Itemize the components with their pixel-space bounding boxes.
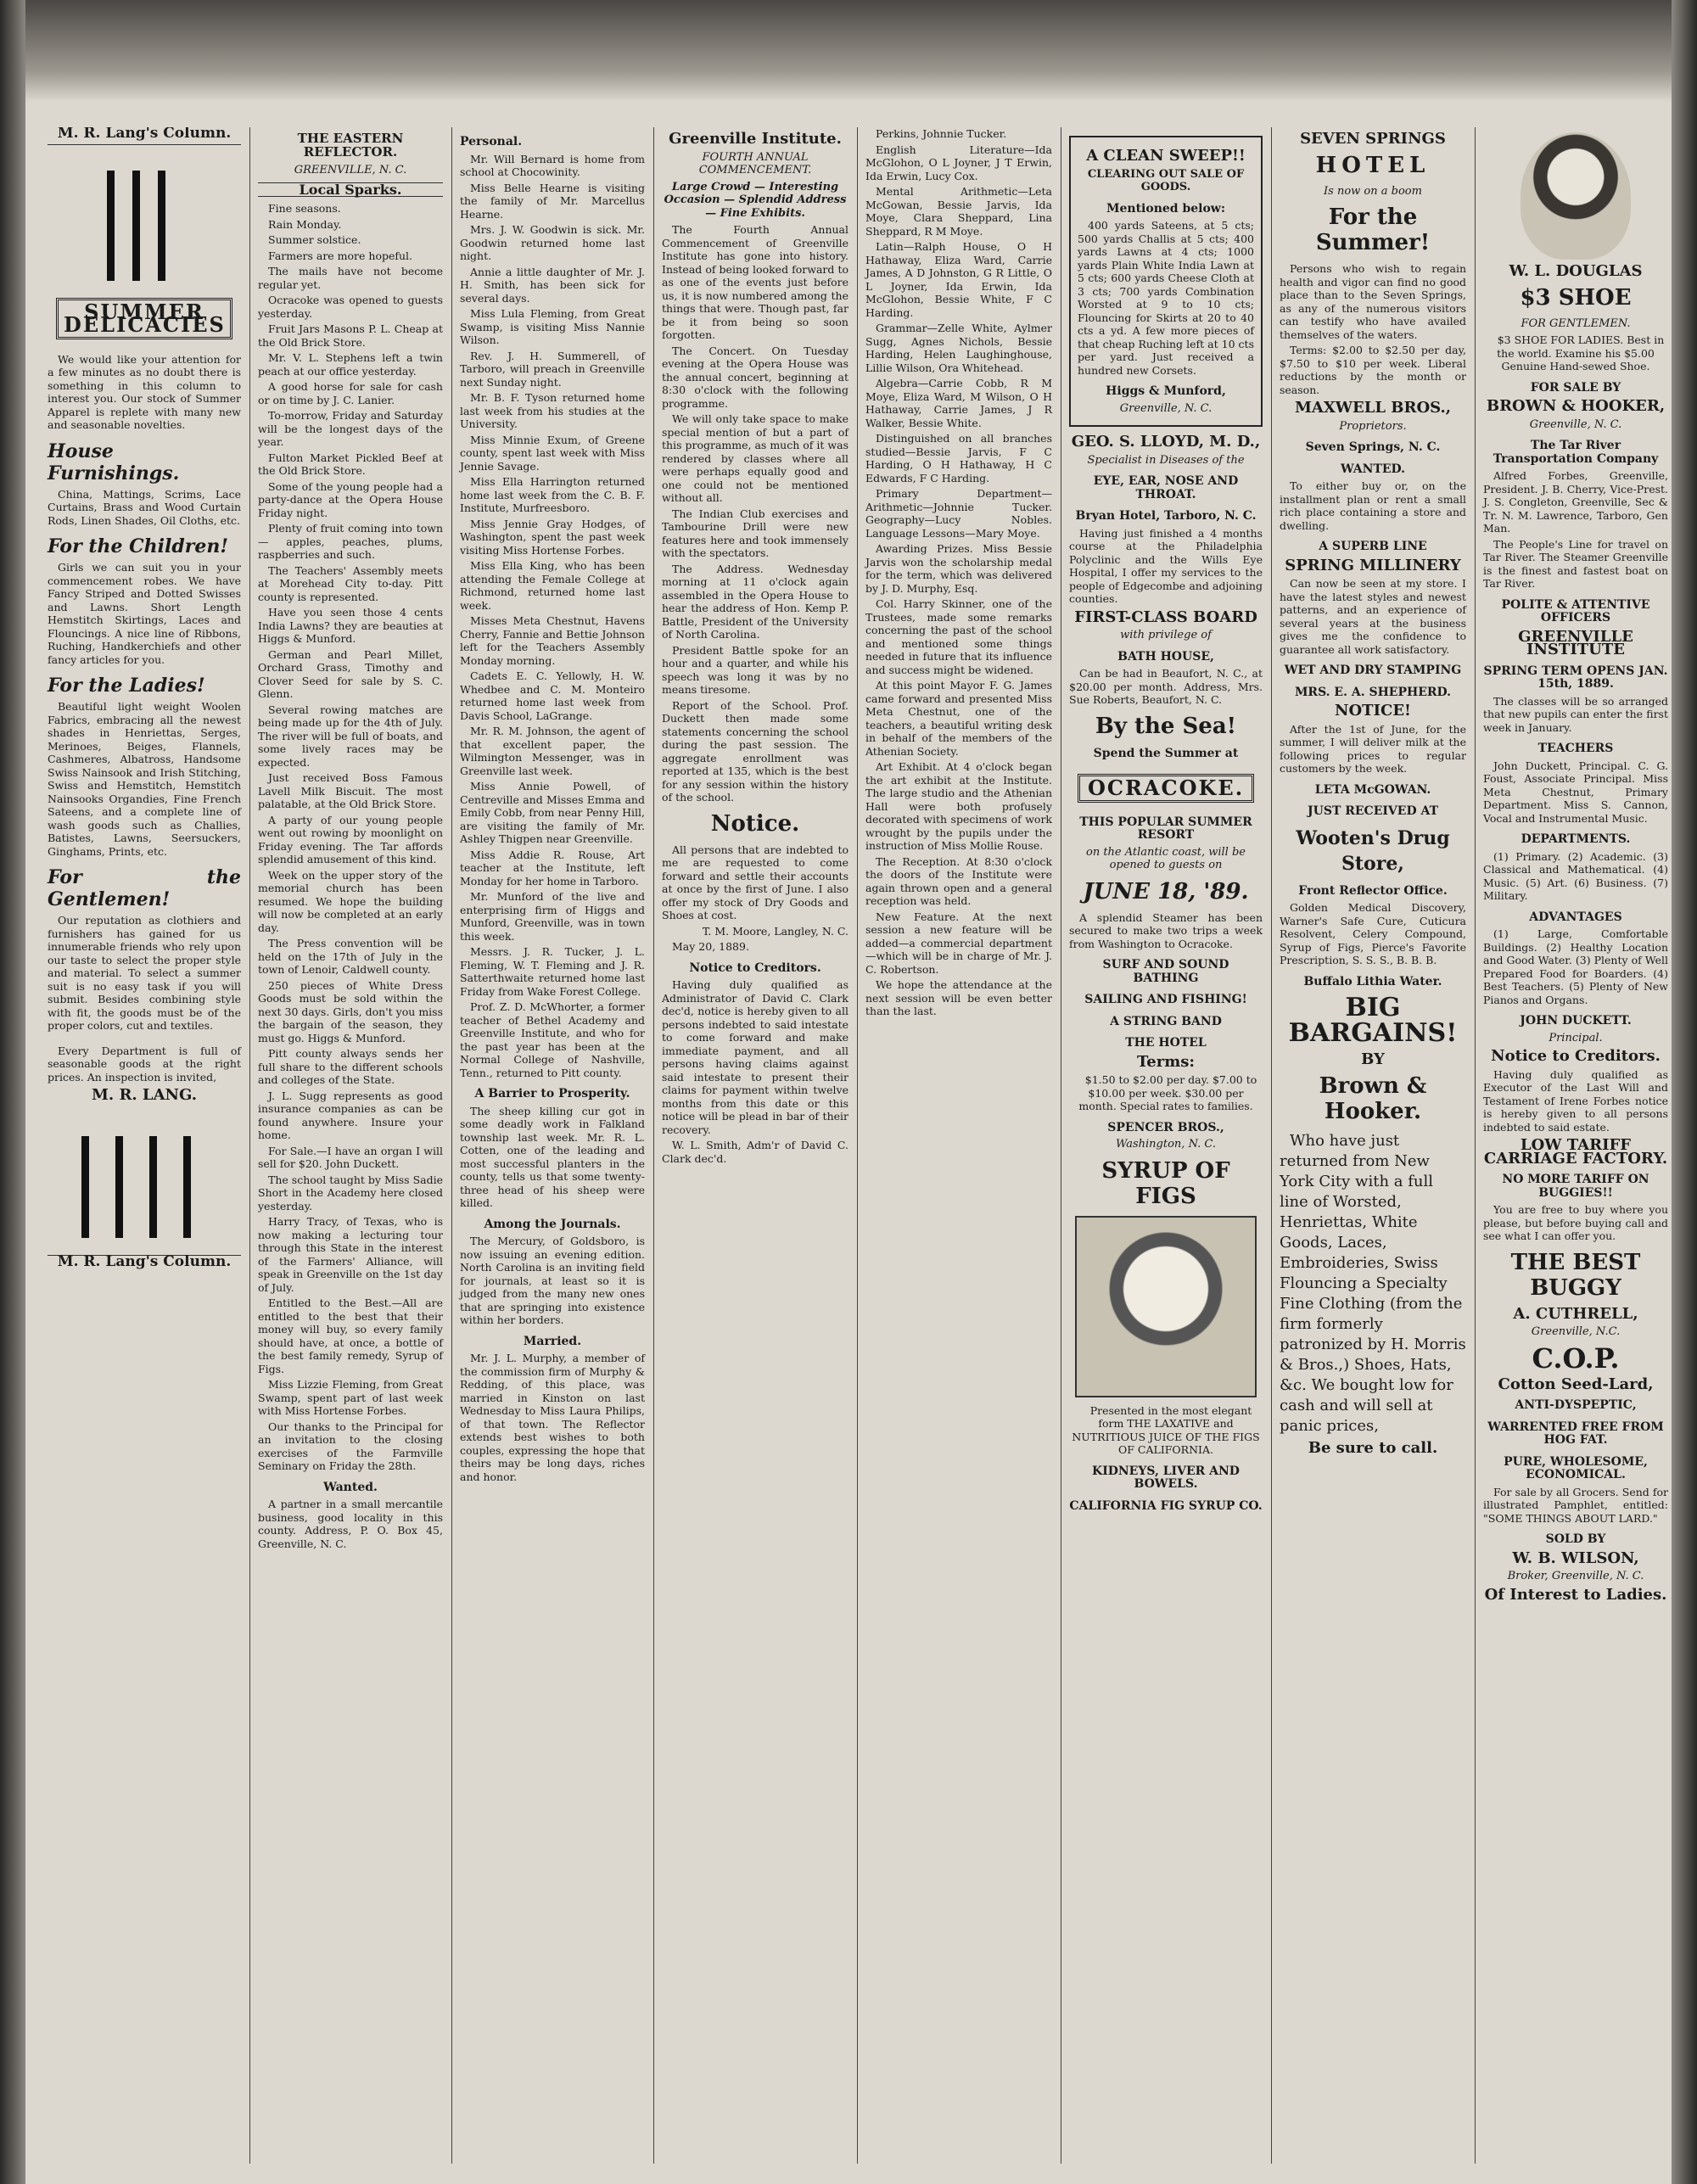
news-item: Our thanks to the Principal for an invitation to the closing exercises of the Farmville Seminary on Friday the 28th. (258, 1420, 443, 1472)
tariff-text: You are free to buy where you please, but before buying call and see what I can offer you. (1483, 1203, 1668, 1242)
clean-sweep-title: A CLEAN SWEEP!! (1086, 147, 1246, 165)
paper-place: GREENVILLE, N. C. (294, 164, 407, 176)
buggy-title: THE BEST BUGGY (1510, 1249, 1641, 1301)
lloyd-office: Bryan Hotel, Tarboro, N. C. (1075, 509, 1257, 523)
springs-hotel: HOTEL (1315, 152, 1431, 178)
decorative-bars-bottom (48, 1119, 241, 1238)
article-paragraph: We will only take space to make special mention of but a part of this programme, as much of it was rendered by classes where all were perhaps equally good and one could not be mentioned without all. (662, 412, 848, 504)
article-paragraph: The Concert. On Tuesday evening at the Opera House was the annual concert, beginning at 8:30 o'clock with the following programme. (662, 344, 848, 410)
lang-column-footer: M. R. Lang's Column. (48, 1255, 241, 1273)
column-rule (1475, 127, 1476, 2164)
duckett-name: JOHN DUCKETT. (1520, 1014, 1632, 1028)
springs-boom: Is now on a boom (1324, 184, 1422, 198)
notice-heading: Notice. (710, 810, 800, 837)
lloyd-name: GEO. S. LLOYD, M. D., (1071, 433, 1261, 451)
news-item: Several rowing matches are being made up for the 4th of July. The river will be full of boats, and some lively races may be expected. (258, 703, 443, 769)
cop-place: Broker, Greenville, N. C. (1507, 1570, 1644, 1582)
cop-sub: Cotton Seed-Lard, (1498, 1375, 1654, 1393)
article-paragraph: Col. Harry Skinner, one of the Trustees, made some remarks concerning the past of the school and mentioned some things needed in future that its influence and success might be widened. (865, 597, 1052, 676)
news-item: Summer solstice. (268, 233, 361, 246)
wooten-title: Wooten's Drug Store, (1296, 826, 1450, 875)
lang-column (42, 127, 246, 2164)
ads-column-six (1064, 127, 1268, 2164)
decorative-bars (48, 162, 241, 281)
stamping-heading: WET AND DRY STAMPING (1284, 664, 1462, 677)
news-item: The school taught by Miss Sadie Short in the Academy here closed yesterday. (258, 1173, 443, 1212)
news-item: Some of the young people had a party-dance at the Opera House Friday night. (258, 479, 443, 519)
married-text: Mr. J. L. Murphy, a member of the commission firm of Murphy & Redding, of this place, was married in Kinston on last Wednesday to Miss Laura Philips, of that town. The Reflector extends best wishes to both couples, expressing the hope that theirs may be long days, riches and honor. (460, 1352, 645, 1483)
personal-item: Miss Addie R. Rouse, Art teacher at the Institute, left Monday for her home in Tarboro. (460, 848, 645, 888)
news-item: J. L. Sugg represents as good insurance companies as can be found anywhere. Insure your home. (258, 1089, 443, 1141)
article-paragraph: The Indian Club exercises and Tambourine Drill were new features here and took immensely with the spectators. (662, 507, 848, 559)
news-item: Just received Boss Famous Lavell Milk Biscuit. The most palatable, at the Old Brick Store. (258, 771, 443, 810)
sea-title: By the Sea! (1095, 713, 1237, 739)
news-item: Fruit Jars Masons P. L. Cheap at the Old Brick Store. (258, 322, 443, 349)
personal-column (455, 127, 650, 2164)
tariff-sub: NO MORE TARIFF ON BUGGIES!! (1502, 1173, 1649, 1200)
married-heading: Married. (523, 1334, 582, 1348)
personal-item: Mr. Munford of the live and enterprising firm of Higgs and Munford, Greenville, was in town this week. (460, 890, 645, 943)
page-top-shadow (0, 0, 1697, 102)
article-paragraph: President Battle spoke for an hour and a quarter, and while his speech was long it was by no means tiresome. (662, 643, 848, 696)
douglas-shoe: $3 SHOE (1520, 284, 1632, 311)
news-item: The Teachers' Assembly meets at Morehead City to-day. Pitt county is represented. (258, 563, 443, 603)
institute-deck: Large Crowd — Interesting Occasion — Splendid Address — Fine Exhibits. (664, 180, 847, 220)
column-rule (653, 127, 654, 2164)
bargains-title: BIG BARGAINS! (1288, 993, 1458, 1048)
summer-text: We would like your attention for a few minutes as no doubt there is something in this column to interest you. Our stock of Summer Apparel is replete with many new and seasonable novelties. (48, 352, 241, 431)
news-item: For Sale.—I have an organ I will sell for $20. John Duckett. (258, 1144, 443, 1170)
sailing-heading: SAILING AND FISHING! (1084, 993, 1247, 1006)
maxwell-place: Seven Springs, N. C. (1305, 440, 1441, 454)
spencer-name: SPENCER BROS., (1107, 1120, 1224, 1134)
cuthrell-name: A. CUTHRELL, (1513, 1304, 1638, 1323)
douglas-sale: FOR SALE BY (1530, 380, 1621, 395)
gentlemen-heading: For the Gentlemen! (48, 866, 241, 910)
page-right-shadow (1672, 0, 1697, 2184)
shepherd-name: MRS. E. A. SHEPHERD. (1294, 685, 1452, 699)
personal-heading: Personal. (460, 135, 523, 148)
sea-resort: THIS POPULAR SUMMER RESORT (1079, 815, 1252, 842)
wanted-text: A partner in a small mercantile business, good locality in this county. Address, P. O. Box 45, Greenville, N. C. (258, 1498, 443, 1550)
creditors-signature: W. L. Smith, Adm'r of David C. Clark dec'd. (662, 1139, 848, 1165)
tar-river-text-2: The People's Line for travel on Tar River. The Steamer Greenville is the finest and fastest boat on Tar River. (1483, 537, 1668, 590)
board-bath: BATH HOUSE, (1117, 649, 1214, 664)
maxwell-name: MAXWELL BROS., (1294, 399, 1452, 417)
news-item: The mails have not become regular yet. (258, 265, 443, 291)
journals-heading: Among the Journals. (484, 1217, 621, 1231)
springs-terms: Terms: $2.00 to $2.50 per day, $7.50 to $10 per week. Liberal reductions by the month or season. (1280, 344, 1466, 396)
duckett-role: Principal. (1549, 1031, 1603, 1044)
children-heading: For the Children! (48, 535, 228, 557)
article-paragraph: Perkins, Johnnie Tucker. (876, 127, 1007, 140)
gentlemen-text: Our reputation as clothiers and furnishers has gained for us innumerable friends who rely upon our taste to select the proper style and material. To select a summer suit is no easy task if you will submit. Besides combining style with fit, the goods must be of the proper colors, cut and textiles. (48, 914, 241, 1032)
board-text: Can be had in Beaufort, N. C., at $20.00 per month. Address, Mrs. Sue Roberts, Beaufort, N. C. (1069, 667, 1263, 706)
notice-date: May 20, 1889. (672, 940, 749, 953)
departments-text: (1) Primary. (2) Academic. (3) Classical and Mathematical. (4) Music. (5) Art. (6) Business. (7) Military. (1483, 849, 1668, 902)
news-item: Rain Monday. (268, 217, 342, 231)
personal-item: Mrs. J. W. Goodwin is sick. Mr. Goodwin returned home last night. (460, 223, 645, 262)
figs-company: CALIFORNIA FIG SYRUP CO. (1069, 1498, 1263, 1513)
clean-sweep-sub: CLEARING OUT SALE OF GOODS. (1087, 167, 1245, 193)
article-paragraph: Latin—Ralph House, O H Hathaway, Eliza Ward, Carrie James, A D Johnston, G R Little, O L Joyner, Ida Erwin, Ida McGlohon, Bessie White, F C Harding. (865, 240, 1052, 319)
springs-text: Persons who wish to regain health and vigor can find no good place than to the Seven Springs, as any of the numerous visitors can testify who have availed themselves of the waters. (1280, 262, 1466, 341)
personal-item: Miss Jennie Gray Hodges, of Washington, spent the past week visiting Miss Hortense Forbes. (460, 517, 645, 557)
wooten-text: Golden Medical Discovery, Warner's Safe Cure, Cuticura Resolvent, Celery Compound, Syrup of Figs, Pierce's Favorite Prescription, S. S. S., B. B. B. (1280, 901, 1466, 966)
article-paragraph: Art Exhibit. At 4 o'clock began the art exhibit at the Institute. The large studio and the Athenian Hall were both profusely decorated with specimens of work wrought by the pupils under the instruction of Miss Mollie Rouse. (865, 760, 1052, 852)
buffalo-lithia: Buffalo Lithia Water. (1303, 974, 1442, 988)
lloyd-specialty: Specialist in Diseases of the (1087, 453, 1245, 467)
local-sparks-heading: Local Sparks. (258, 182, 443, 198)
springs-summer: For the Summer! (1315, 204, 1431, 255)
sea-text: A splendid Steamer has been secured to make two trips a week from Washington to Ocracoke. (1069, 910, 1263, 950)
ads-column-seven (1274, 127, 1471, 2164)
personal-item: Mr. Will Bernard is home from school at Chocowinity. (460, 152, 645, 178)
news-item: 250 pieces of White Dress Goods must be sold within the next 30 days. Girls, don't you miss the bargain of the season, they must go. Higgs & Munford. (258, 978, 443, 1044)
cop-text: For sale by all Grocers. Send for illustrated Pamphlet, entitled: "SOME THINGS ABOUT LARD." (1483, 1485, 1668, 1525)
polite-officers: POLITE & ATTENTIVE OFFICERS (1501, 597, 1650, 624)
douglas-portrait (1521, 132, 1631, 260)
teachers-heading: TEACHERS (1537, 742, 1614, 755)
tar-river-title: The Tar River Transportation Company (1493, 439, 1659, 466)
figs-title: SYRUP OF FIGS (1101, 1157, 1230, 1209)
institute-ad-text: The classes will be so arranged that new pupils can enter the first week in January. (1483, 694, 1668, 734)
prosperity-heading: A Barrier to Prosperity. (474, 1087, 630, 1100)
douglas-place: Greenville, N. C. (1529, 417, 1622, 431)
ladies-heading: For the Ladies! (48, 675, 205, 697)
cop-title: C.O.P. (1532, 1341, 1620, 1375)
creditors-heading: Notice to Creditors. (689, 960, 821, 975)
cop-seller: W. B. WILSON, (1512, 1548, 1639, 1567)
news-item: A good horse for sale for cash or on time by J. C. Lanier. (258, 380, 443, 406)
news-item: The Press convention will be held on the 17th of July in the town of Lenoir, Caldwell county. (258, 937, 443, 976)
news-item: Have you seen those 4 cents India Lawns? they are beauties at Higgs & Munford. (258, 606, 443, 645)
article-paragraph: At this point Mayor F. G. James came forward and presented Miss Meta Chestnut, one of the teachers, a beautiful writing desk in behalf of the members of the Athenian Society. (865, 679, 1052, 758)
news-item: Fulton Market Pickled Beef at the Old Brick Store. (258, 451, 443, 477)
news-item: Mr. V. L. Stephens left a twin peach at our office yesterday. (258, 351, 443, 378)
advantages-text: (1) Large, Comfortable Buildings. (2) Healthy Location and Good Water. (3) Plenty of Well Prepared Food for Boarders. (4) Best Teachers. (5) Plenty of New Pianos and Organs. (1483, 927, 1668, 1006)
article-paragraph: Algebra—Carrie Cobb, R M Moye, Eliza Ward, M Wilson, O H Hathaway, Carrie James, J R Walker, Bessie White. (865, 377, 1052, 429)
cop-warranted: WARRENTED FREE FROM HOG FAT. (1487, 1420, 1664, 1447)
article-paragraph: Grammar—Zelle White, Aylmer Sugg, Agnes Nichols, Bessie Harding, Helen Laughinghouse, Lillie Wilson, Ora Whitehead. (865, 322, 1052, 374)
personal-item: Miss Ella King, who has been attending the Female College at Richmond, returned home last week. (460, 559, 645, 612)
personal-item: Prof. Z. D. McWhorter, a former teacher of Bethel Academy and Greenville Institute, and who for the past year has been at the Normal College of Nashville, Tenn., returned to Pitt county. (460, 1000, 645, 1079)
column-rule (451, 127, 452, 2164)
wanted-heading: Wanted. (323, 1480, 378, 1494)
wanted-text: To either buy or, on the installment plan or rent a small rich place containing a store and dwelling. (1280, 479, 1466, 532)
news-item: Miss Lizzie Fleming, from Great Swamp, spent part of last week with Miss Hortense Forbes. (258, 1378, 443, 1417)
notice-text: All persons that are indebted to me are requested to come forward and settle their accounts at once by the first of June. I also offer my stock of Dry Goods and Shoes at cost. (662, 843, 848, 921)
news-item: Entitled to the Best.—All are entitled to the best that their money will buy, so every family should have, at once, a bottle of the best family remedy, Syrup of Figs. (258, 1296, 443, 1375)
milk-notice-signature: LETA McGOWAN. (1314, 782, 1431, 797)
advantages-heading: ADVANTAGES (1529, 910, 1622, 924)
creditors-ad-text: Having duly qualified as Executor of the Last Will and Testament of Irene Forbes notice is hereby given to all persons indebted to said estate. (1483, 1067, 1668, 1134)
article-paragraph: Distinguished on all branches studied—Bessie Jarvis, F C Harding, O H Hathaway, H C Edwards, F C Harding. (865, 432, 1052, 484)
house-furnishings-heading: House Furnishings. (48, 440, 180, 484)
personal-item: Rev. J. H. Summerell, of Tarboro, will preach in Greenville next Sunday night. (460, 349, 645, 389)
institute-sub: FOURTH ANNUAL COMMENCEMENT. (698, 150, 812, 176)
tar-river-text: Alfred Forbes, Greenville, President. J. B. Cherry, Vice-Prest. J. S. Congleton, Greenville, Sec & Tr. N. M. Lawrence, Tarboro, Gen Man. (1483, 469, 1668, 535)
article-paragraph: The Reception. At 8:30 o'clock the doors of the Institute were again thrown open and a general reception was held. (865, 854, 1052, 907)
sea-resort-2: on the Atlantic coast, will be opened to guests on (1086, 845, 1246, 871)
sea-date: JUNE 18, '89. (1083, 878, 1249, 904)
maxwell-role: Proprietors. (1339, 419, 1407, 433)
article-paragraph: The Address. Wednesday morning at 11 o'clock again assembled in the Opera House to hear the address of Hon. Kemp P. Battle, President of the University of North Carolina. (662, 562, 848, 641)
notice-signature: T. M. Moore, Langley, N. C. (702, 924, 848, 938)
personal-item: Mr. B. F. Tyson returned home last week from his studies at the University. (460, 391, 645, 430)
wooten-front: Front Reflector Office. (1298, 883, 1448, 898)
personal-item: Miss Ella Harrington returned home last week from the C. B. F. Institute, Murfreesboro. (460, 475, 645, 514)
bargains-by: BY (1361, 1050, 1385, 1068)
douglas-text: $3 SHOE FOR LADIES. Best in the world. Examine his $5.00 Genuine Hand-sewed Shoe. (1497, 333, 1665, 372)
surf-heading: SURF AND SOUND BATHING (1102, 958, 1229, 985)
column-rule (249, 127, 250, 2164)
sea-sub: Spend the Summer at (1093, 746, 1239, 760)
personal-item: Miss Lula Fleming, from Great Swamp, is visiting Miss Nannie Wilson. (460, 307, 645, 346)
personal-item: Miss Minnie Exum, of Greene county, spent last week with Miss Jennie Savage. (460, 433, 645, 473)
news-item: A party of our young people went out rowing by moonlight on Friday evening. The Tar affords splendid amusement of this kind. (258, 813, 443, 865)
figs-text: Presented in the most elegant form THE LAXATIVE and NUTRITIOUS JUICE OF THE FIGS OF CALIFORNIA. (1072, 1403, 1260, 1456)
wanted-heading: WANTED. (1340, 462, 1406, 476)
ads-column-eight (1478, 127, 1673, 2164)
institute-title: Greenville Institute. (669, 130, 842, 148)
cop-sold: SOLD BY (1545, 1532, 1606, 1546)
lloyd-text: Having just finished a 4 months course at the Philadelphia Polyclinic and the Wills Eye Hospital, I offer my services to the people of Edgecombe and adjoining counties. (1069, 526, 1263, 605)
institute-ad-title: GREENVILLE INSTITUTE (1518, 627, 1633, 658)
article-paragraph: English Literature—Ida McGlohon, O L Joyner, J T Erwin, Ida Erwin, Lucy Cox. (865, 143, 1052, 182)
board-with: with privilege of (1120, 629, 1212, 641)
spencer-place: Washington, N. C. (1116, 1138, 1216, 1151)
clean-sweep-mentioned: Mentioned below: (1106, 201, 1226, 216)
local-sparks-column (253, 127, 448, 2164)
every-department-text: Every Department is full of seasonable goods at the right prices. An inspection is invited, (48, 1044, 241, 1084)
institute-term: SPRING TERM OPENS JAN. 15th, 1889. (1483, 664, 1668, 691)
tariff-title: LOW TARIFF CARRIAGE FACTORY. (1483, 1136, 1668, 1168)
personal-item: Mr. R. M. Johnson, the agent of that excellent paper, the Wilmington Messenger, was in Greenville last week. (460, 725, 645, 777)
article-paragraph: Report of the School. Prof. Duckett then made some statements concerning the school during the past session. The aggregate enrollment was reported at 135, which is the best for any session within the history of the school. (662, 698, 848, 804)
news-item: To-morrow, Friday and Saturday will be the longest days of the year. (258, 409, 443, 448)
departments-heading: DEPARTMENTS. (1521, 832, 1631, 846)
news-item: Fine seasons. (268, 202, 341, 215)
personal-item: Miss Annie Powell, of Centreville and Misses Emma and Emily Cobb, from near Penny Hill, are visiting the family of Mr. Ashley Thigpen near Greenville. (460, 780, 645, 845)
column-rule (1271, 127, 1272, 2164)
douglas-for: FOR GENTLEMEN. (1521, 316, 1631, 330)
personal-item: Cadets E. C. Yellowly, H. W. Whedbee and C. M. Monteiro returned home last week from Davis School, LaGrange. (460, 669, 645, 722)
personal-item: Misses Meta Chestnut, Havens Cherry, Fannie and Bettie Johnson left for the Teachers Assembly Monday morning. (460, 614, 645, 667)
clean-sweep-signature: Higgs & Munford, (1106, 384, 1226, 398)
clean-sweep-text: 400 yards Sateens, at 5 cts; 500 yards Challis at 5 cts; 400 yards Lawns at 4 cts; 1000 yards Plain White India Lawn at 5 cts; 600 yards Cheese Cloth at 3 cts; 700 yards Combination Worsted at 9 to 10 cts; Flouncing for Skirts at 20 to 40 cts a yd. A few more pieces of that cheap Ruching left at 10 cts per yard. Just received a hundred new Corsets. (1078, 219, 1254, 377)
ladies-text: Beautiful light weight Woolen Fabrics, embracing all the newest shades in Henriettas, Serges, Merinoes, Beiges, Flannels, Cashmeres, Albatross, Handsome Swiss Nainsook and Irish Stitching, Swiss and Hemstitch, Hemstitch Nainsooks Organdies, Fine French Sateens, and a complete line of wash goods such as Challies, Batistes, Lawns, Seersuckers, Ginghams, Prints, etc. (48, 700, 241, 858)
milk-notice-title: NOTICE! (1335, 702, 1411, 720)
bargains-text: Who have just returned from New York City with a full line of Worsted, Henriettas, White Goods, Laces, Embroideries, Swiss Flouncing a Specialty Fine Clothing (from the firm formerly patronized by H. Morris & Bros.,) Shoes, Hats, &c. We bought low for cash and will sell at panic prices, (1280, 1131, 1466, 1435)
lang-signature: M. R. LANG. (91, 1086, 198, 1104)
clean-sweep-ad (1069, 136, 1263, 427)
bargains-brown-hooker: Brown & Hooker. (1319, 1072, 1427, 1124)
prosperity-text: The sheep killing cur got in some deadly work in Falkland township last week. Mr. R. L. Cotten, one of the leading and most successful planters in the county, tells us that some twenty-three head of his sheep were killed. (460, 1104, 645, 1209)
band-heading: A STRING BAND (1110, 1014, 1222, 1028)
teachers-text: John Duckett, Principal. C. G. Foust, Associate Principal. Miss Meta Chestnut, Primary Department. Miss S. Cannon, Vocal and Instrumental Music. (1483, 759, 1668, 825)
creditors-text: Having duly qualified as Administrator of David C. Clark dec'd, notice is hereby given to all persons indebted to said intestate to come forward and make immediate payment, and all persons having claims against said intestate to present their claims for payment within twelve months from this date or this notice will be plead in bar of their recovery. (662, 978, 848, 1136)
lang-column-title: M. R. Lang's Column. (48, 127, 241, 145)
news-item: Pitt county always sends her full share to the different schools and colleges of the State. (258, 1047, 443, 1086)
cop-anti: ANTI-DYSPEPTIC, (1515, 1398, 1637, 1412)
figs-illustration (1075, 1216, 1257, 1397)
prizes-column (860, 127, 1057, 2164)
article-paragraph: Primary Department—Arithmetic—Johnnie Tucker. Geography—Lucy Nobles. Language Lessons—Mary Moye. (865, 487, 1052, 540)
bargains-call: Be sure to call. (1308, 1438, 1438, 1457)
children-text: Girls we can suit you in your commencement robes. We have Fancy Striped and Dotted Swisses and Lawns. Short Length Hemstitch Skirtings, Laces and Flouncings. A nice line of Ribbons, Ruching, Handkerchiefs and other fancy articles for you. (48, 561, 241, 666)
journals-text: The Mercury, of Goldsboro, is now issuing an evening edition. North Carolina is an inviting field for journals, at least so it is judged from the many new ones that are springing into existence within her borders. (460, 1235, 645, 1326)
personal-item: Messrs. J. R. Tucker, J. L. Fleming, W. T. Fleming and J. R. Satterthwaite returned home last Friday from Wake Forest College. (460, 945, 645, 998)
page-left-shadow (0, 0, 25, 2184)
douglas-name: W. L. DOUGLAS (1509, 262, 1643, 280)
millinery-title: SPRING MILLINERY (1285, 556, 1461, 574)
summer-delicacies-banner: SUMMER DELICACIES (56, 298, 232, 339)
news-item: Week on the upper story of the memorial church has been resumed. We hope the building will now be completed at an early day. (258, 868, 443, 934)
terms-heading: Terms: (1136, 1052, 1196, 1071)
wooten-received: JUST RECEIVED AT (1308, 804, 1438, 818)
douglas-dealer: BROWN & HOOKER, (1486, 397, 1666, 415)
lloyd-organs: EYE, EAR, NOSE AND THROAT. (1093, 474, 1239, 501)
milk-notice-text: After the 1st of June, for the summer, I will deliver milk at the following prices to regular customers by the week. (1280, 722, 1466, 775)
news-item: Plenty of fruit coming into town — apples, peaches, plums, raspberries and such. (258, 522, 443, 561)
personal-item: Annie a little daughter of Mr. J. H. Smith, has been sick for several days. (460, 265, 645, 305)
hotel-heading: THE HOTEL (1125, 1036, 1207, 1050)
news-item: Farmers are more hopeful. (268, 249, 413, 262)
article-paragraph: New Feature. At the next session a new feature will be added—a commercial department—which will be in charge of Mr. J. C. Robertson. (865, 910, 1052, 976)
news-item: Harry Tracy, of Texas, who is now making a lecturing tour through this State in the interest of the Farmers' Alliance, will speak in Greenville on the 1st day of July. (258, 1215, 443, 1294)
ocracoke-banner: OCRACOKE. (1078, 774, 1254, 803)
millinery-line: A SUPERB LINE (1319, 540, 1427, 553)
house-text: China, Mattings, Scrims, Lace Curtains, Brass and Wood Curtain Rods, Linen Shades, Oil Cloths, etc. (48, 487, 241, 527)
news-item: Ocracoke was opened to guests yesterday. (258, 294, 443, 320)
institute-column (657, 127, 854, 2164)
article-paragraph: Mental Arithmetic—Leta McGowan, Bessie Jarvis, Ida Moye, Clara Sheppard, Lina Sheppard, R M Moye. (865, 185, 1052, 238)
terms-text: $1.50 to $2.00 per day. $7.00 to $10.00 per week. $30.00 per month. Special rates to families. (1078, 1073, 1257, 1112)
cuthrell-place: Greenville, N.C. (1531, 1325, 1621, 1338)
article-paragraph: The Fourth Annual Commencement of Greenville Institute has gone into history. Instead of being looked forward to as one of the events just before us, it is now numbered among the things that were. Though past, far be it from being so soon forgotten. (662, 223, 848, 341)
figs-kidney: KIDNEYS, LIVER AND BOWELS. (1092, 1464, 1240, 1491)
cop-pure: PURE, WHOLESOME, ECONOMICAL. (1504, 1454, 1648, 1481)
board-title: FIRST-CLASS BOARD (1074, 608, 1257, 626)
article-paragraph: We hope the attendance at the next session will be even better than the last. (865, 978, 1052, 1017)
springs-title: SEVEN SPRINGS (1300, 130, 1446, 148)
personal-item: Miss Belle Hearne is visiting the family of Mr. Marcellus Hearne. (460, 181, 645, 221)
paper-name: THE EASTERN REFLECTOR. (297, 131, 404, 160)
creditors-ad-title: Notice to Creditors. (1491, 1047, 1661, 1065)
news-item: German and Pearl Millet, Orchard Grass, Timothy and Clover Seed for sale by S. C. Glenn. (258, 647, 443, 700)
article-paragraph: Awarding Prizes. Miss Bessie Jarvis won the scholarship medal for the term, which was delivered by J. D. Murphy, Esq. (865, 542, 1052, 595)
clean-sweep-place: Greenville, N. C. (1119, 401, 1213, 415)
millinery-text: Can now be seen at my store. I have the latest styles and newest patterns, and an experience of several years at the business gives me the confidence to guarantee all work satisfactory. (1280, 577, 1466, 656)
ladies-interest: Of Interest to Ladies. (1484, 1585, 1667, 1604)
column-rule (857, 127, 858, 2164)
